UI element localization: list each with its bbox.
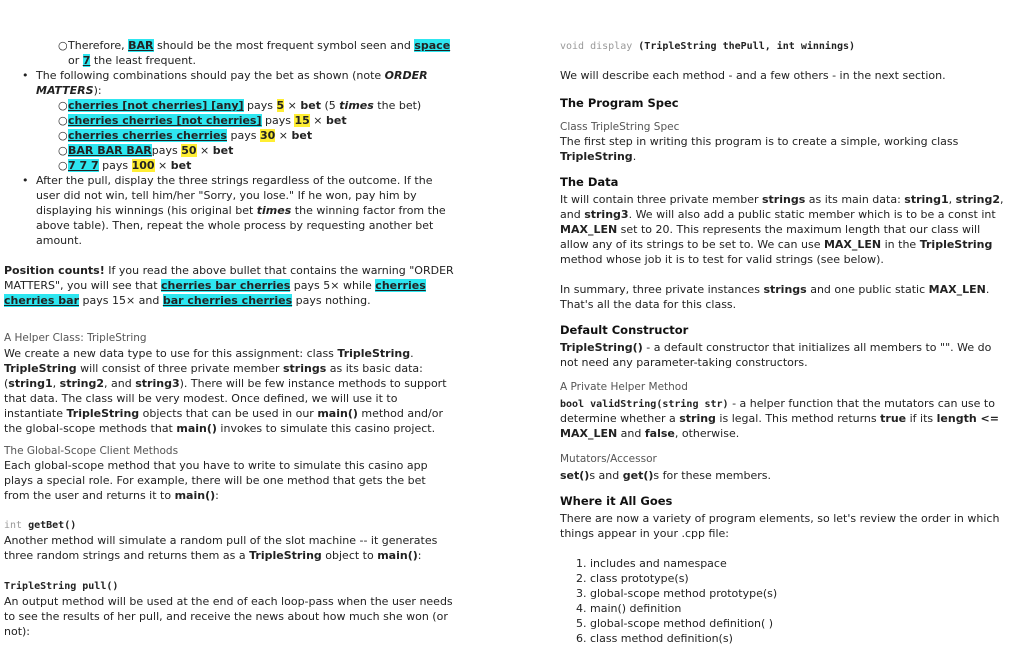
order-item: 2. class prototype(s) [576,572,689,585]
getbet-line2: three random strings and returns them as a TripleString object to main(): [4,549,422,562]
position-counts-line3: cherries bar pays 15× and bar cherries cherries pays nothing. [4,294,371,307]
sub-bullet-icon: ○ [58,114,68,127]
payout-row: cherries cherries [not cherries] pays 15 × bet [68,114,347,127]
position-counts-line2: MATTERS", you will see that cherries bar cherries pays 5× while cherries [4,279,426,292]
bullet-frequency-line2: or 7 the least frequent. [68,54,196,67]
bullet-icon: • [22,69,29,82]
pull-line1: An output method will be used at the end of each loop-pass when the user needs [4,595,453,608]
pull-line3: not): [4,625,31,638]
order-item: 6. class method definition(s) [576,632,733,645]
global-methods-title: The Global-Scope Client Methods [4,445,179,457]
global-methods-line3: from the user and returns it to main(): [4,489,219,502]
position-counts-line1: Position counts! If you read the above bullet that contains the warning "ORDER [4,264,454,277]
helper-line1: bool validString(string str) - a helper function that the mutators can use to [560,397,995,410]
helper-line3: MAX_LEN and false, otherwise. [560,427,740,440]
order-item: 5. global-scope method definition( ) [576,617,774,630]
program-spec-heading: The Program Spec [560,96,679,110]
global-methods-line1: Each global-scope method that you have to write to simulate this casino app [4,459,428,472]
bullet-combinations-line2: MATTERS): [36,84,102,97]
getbet-line1: Another method will simulate a random pull of the slot machine -- it generates [4,534,438,547]
summary-line2: That's all the data for this class. [560,298,737,311]
sub-bullet-icon: ○ [58,99,68,112]
data-heading: The Data [560,175,619,189]
order-item: 3. global-scope method prototype(s) [576,587,778,600]
bullet-after-pull-line2: user did not win, tell him/her "Sorry, you lose." If he won, pay him by [36,189,417,202]
data-line5: method whose job it is to test for valid strings (see below). [560,253,884,266]
payout-row: cherries cherries cherries pays 30 × bet [68,129,313,142]
helper-class-line4: that data. The class will be very modest. Once defined, we will use it to [4,392,398,405]
helper-class-line1: We create a new data type to use for this assignment: class TripleString. [4,347,414,360]
where-line2: things appear in your .cpp file: [560,527,729,540]
pull-signature: TripleString pull() [4,581,119,592]
payout-row: 7 7 7 pays 100 × bet [68,159,192,172]
where-heading: Where it All Goes [560,494,673,508]
helper-class-line3: (string1, string2, and string3). There will be few instance methods to support [4,377,447,390]
display-signature: void display (TripleString thePull, int winnings) [560,41,856,52]
bullet-after-pull-line3: displaying his winnings (his original bet times the winning factor from the [36,204,446,217]
bullet-frequency-line1: Therefore, BAR should be the most frequent symbol seen and space [68,39,451,52]
ctor-line2: not need any parameter-taking constructors. [560,356,808,369]
data-line4: allow any of its strings to be set to. We can use MAX_LEN in the TripleString [560,238,993,251]
bullet-after-pull-line4: above table). Then, repeat the whole process by requesting another bet [36,219,434,232]
helper-class-title: A Helper Class: TripleString [4,332,147,344]
sub-bullet-icon: ○ [58,144,68,157]
data-line1: It will contain three private member strings as its main data: string1, string2, [560,193,1004,206]
sub-bullet-icon: ○ [58,39,68,52]
where-line1: There are now a variety of program elements, so let's review the order in which [560,512,1000,525]
sub-bullet-icon: ○ [58,129,68,142]
private-helper-title: A Private Helper Method [560,381,688,393]
class-spec-line1: The first step in writing this program is to create a simple, working class [560,135,959,148]
helper-class-line6: the global-scope methods that main() invokes to simulate this casino project. [4,422,436,435]
mutators-line: set()s and get()s for these members. [560,469,772,482]
payout-row: BAR BAR BARpays 50 × bet [68,144,234,157]
order-item: 4. main() definition [576,602,682,615]
mutators-title: Mutators/Accessor [560,453,657,465]
bullet-combinations-line1: The following combinations should pay the bet as shown (note ORDER [36,69,428,82]
data-line3: MAX_LEN set to 20. This represents the maximum length that our class will [560,223,981,236]
helper-class-line2: TripleString will consist of three private member strings as its basic data: [4,362,423,375]
ctor-line1: TripleString() - a default constructor that initializes all members to "". We do [560,341,992,354]
sub-bullet-icon: ○ [58,159,68,172]
helper-line2: determine whether a string is legal. This method returns true if its length <= [560,412,999,425]
describe-line: We will describe each method - and a few others - in the next section. [560,69,946,82]
payout-row: cherries [not cherries] [any] pays 5 × bet (5 times the bet) [68,99,422,112]
class-spec-title: Class TripleString Spec [560,121,680,133]
getbet-signature: int getBet() [4,520,77,531]
bullet-icon: • [22,174,29,187]
data-line2: and string3. We will also add a public static member which is to be a const int [560,208,996,221]
bullet-after-pull-line5: amount. [36,234,82,247]
pull-line2: to see the results of her pull, and receive the news about how much she won (or [4,610,448,623]
ctor-heading: Default Constructor [560,323,689,337]
bullet-after-pull-line1: After the pull, display the three strings regardless of the outcome. If the [36,174,433,187]
order-item: 1. includes and namespace [576,557,727,570]
class-spec-line2: TripleString. [560,150,637,163]
summary-line1: In summary, three private instances strings and one public static MAX_LEN. [560,283,990,296]
helper-class-line5: instantiate TripleString objects that can be used in our main() method and/or [4,407,444,420]
global-methods-line2: plays a special role. For example, there will be one method that gets the bet [4,474,426,487]
